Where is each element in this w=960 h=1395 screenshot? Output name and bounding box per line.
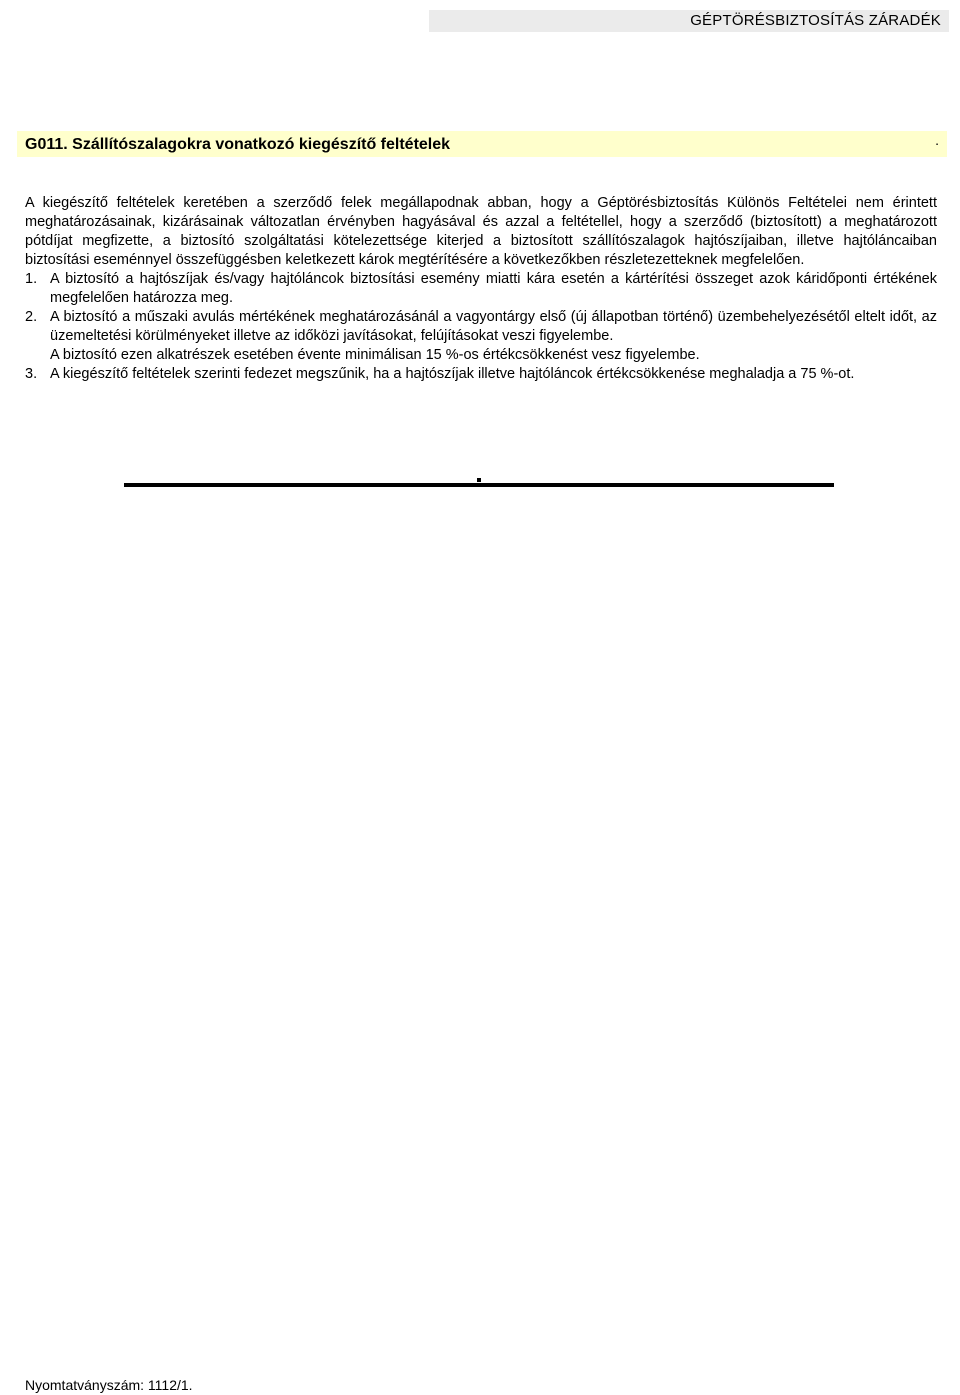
- list-item-body: [50, 270, 937, 308]
- header-title: GÉPTÖRÉSBIZTOSÍTÁS ZÁRADÉK: [690, 12, 941, 29]
- list-item-number: 2.: [25, 309, 38, 325]
- document-body: [25, 194, 937, 384]
- list-item-3: [25, 365, 937, 384]
- list-item-text: A kiegészítő feltételek szerinti fedezet megszűnik, ha a hajtószíjak illetve hajtóláncok értékcsökkenése meghaladja a 75 %-ot.: [50, 366, 855, 382]
- section-heading-bar: [17, 131, 947, 157]
- form-number: Nyomtatványszám: 1112/1.: [25, 1377, 193, 1393]
- document-header: [429, 10, 949, 32]
- list-item-1: [25, 270, 937, 308]
- list-item-text: A biztosító ezen alkatrészek esetében évente minimálisan 15 %-os értékcsökkenést vesz figyelembe.: [50, 347, 700, 363]
- footer: [25, 1377, 193, 1394]
- separator-dot: [477, 478, 481, 482]
- section-dot: .: [935, 132, 939, 148]
- list-item-body: [50, 365, 937, 384]
- separator-rule: [124, 483, 834, 487]
- list-item-text: A biztosító a műszaki avulás mértékének meghatározásánál a vagyontárgy első (új állapotban történő) üzembehelyezésétől eltelt időt, az üzemeltetési körülményeket illetve az időközi javításokat, felújításokat veszi figyelembe.: [50, 309, 937, 344]
- intro-paragraph: A kiegészítő feltételek keretében a szerződő felek megállapodnak abban, hogy a Géptörésbiztosítás Különös Feltételei nem érintett meghatározásainak, kizárásainak változatlan érvényben hagyásával és azzal a feltétellel, hogy a szerződő (biztosított) a meghatározott pótdíjat megfizette, a biztosító szolgáltatási kötelezettsége kiterjed a biztosított szállítószalagok hajtószíjaiban, illetve hajtóláncaiban biztosítási eseménnyel összefüggésben keletkezett károk megtérítésére a következőkben részletezetteknek megfelelően.: [25, 195, 937, 268]
- list-item-2: [25, 308, 937, 365]
- list-item-text: A biztosító a hajtószíjak és/vagy hajtóláncok biztosítási esemény miatti kára esetén a kártérítési összeget azok káridőponti értékének megfelelően határozza meg.: [50, 271, 937, 306]
- list-item-body: [50, 308, 937, 365]
- list-item-number: 1.: [25, 271, 38, 287]
- section-title: G011. Szállítószalagokra vonatkozó kiegészítő feltételek: [25, 136, 451, 153]
- list-item-number: 3.: [25, 366, 38, 382]
